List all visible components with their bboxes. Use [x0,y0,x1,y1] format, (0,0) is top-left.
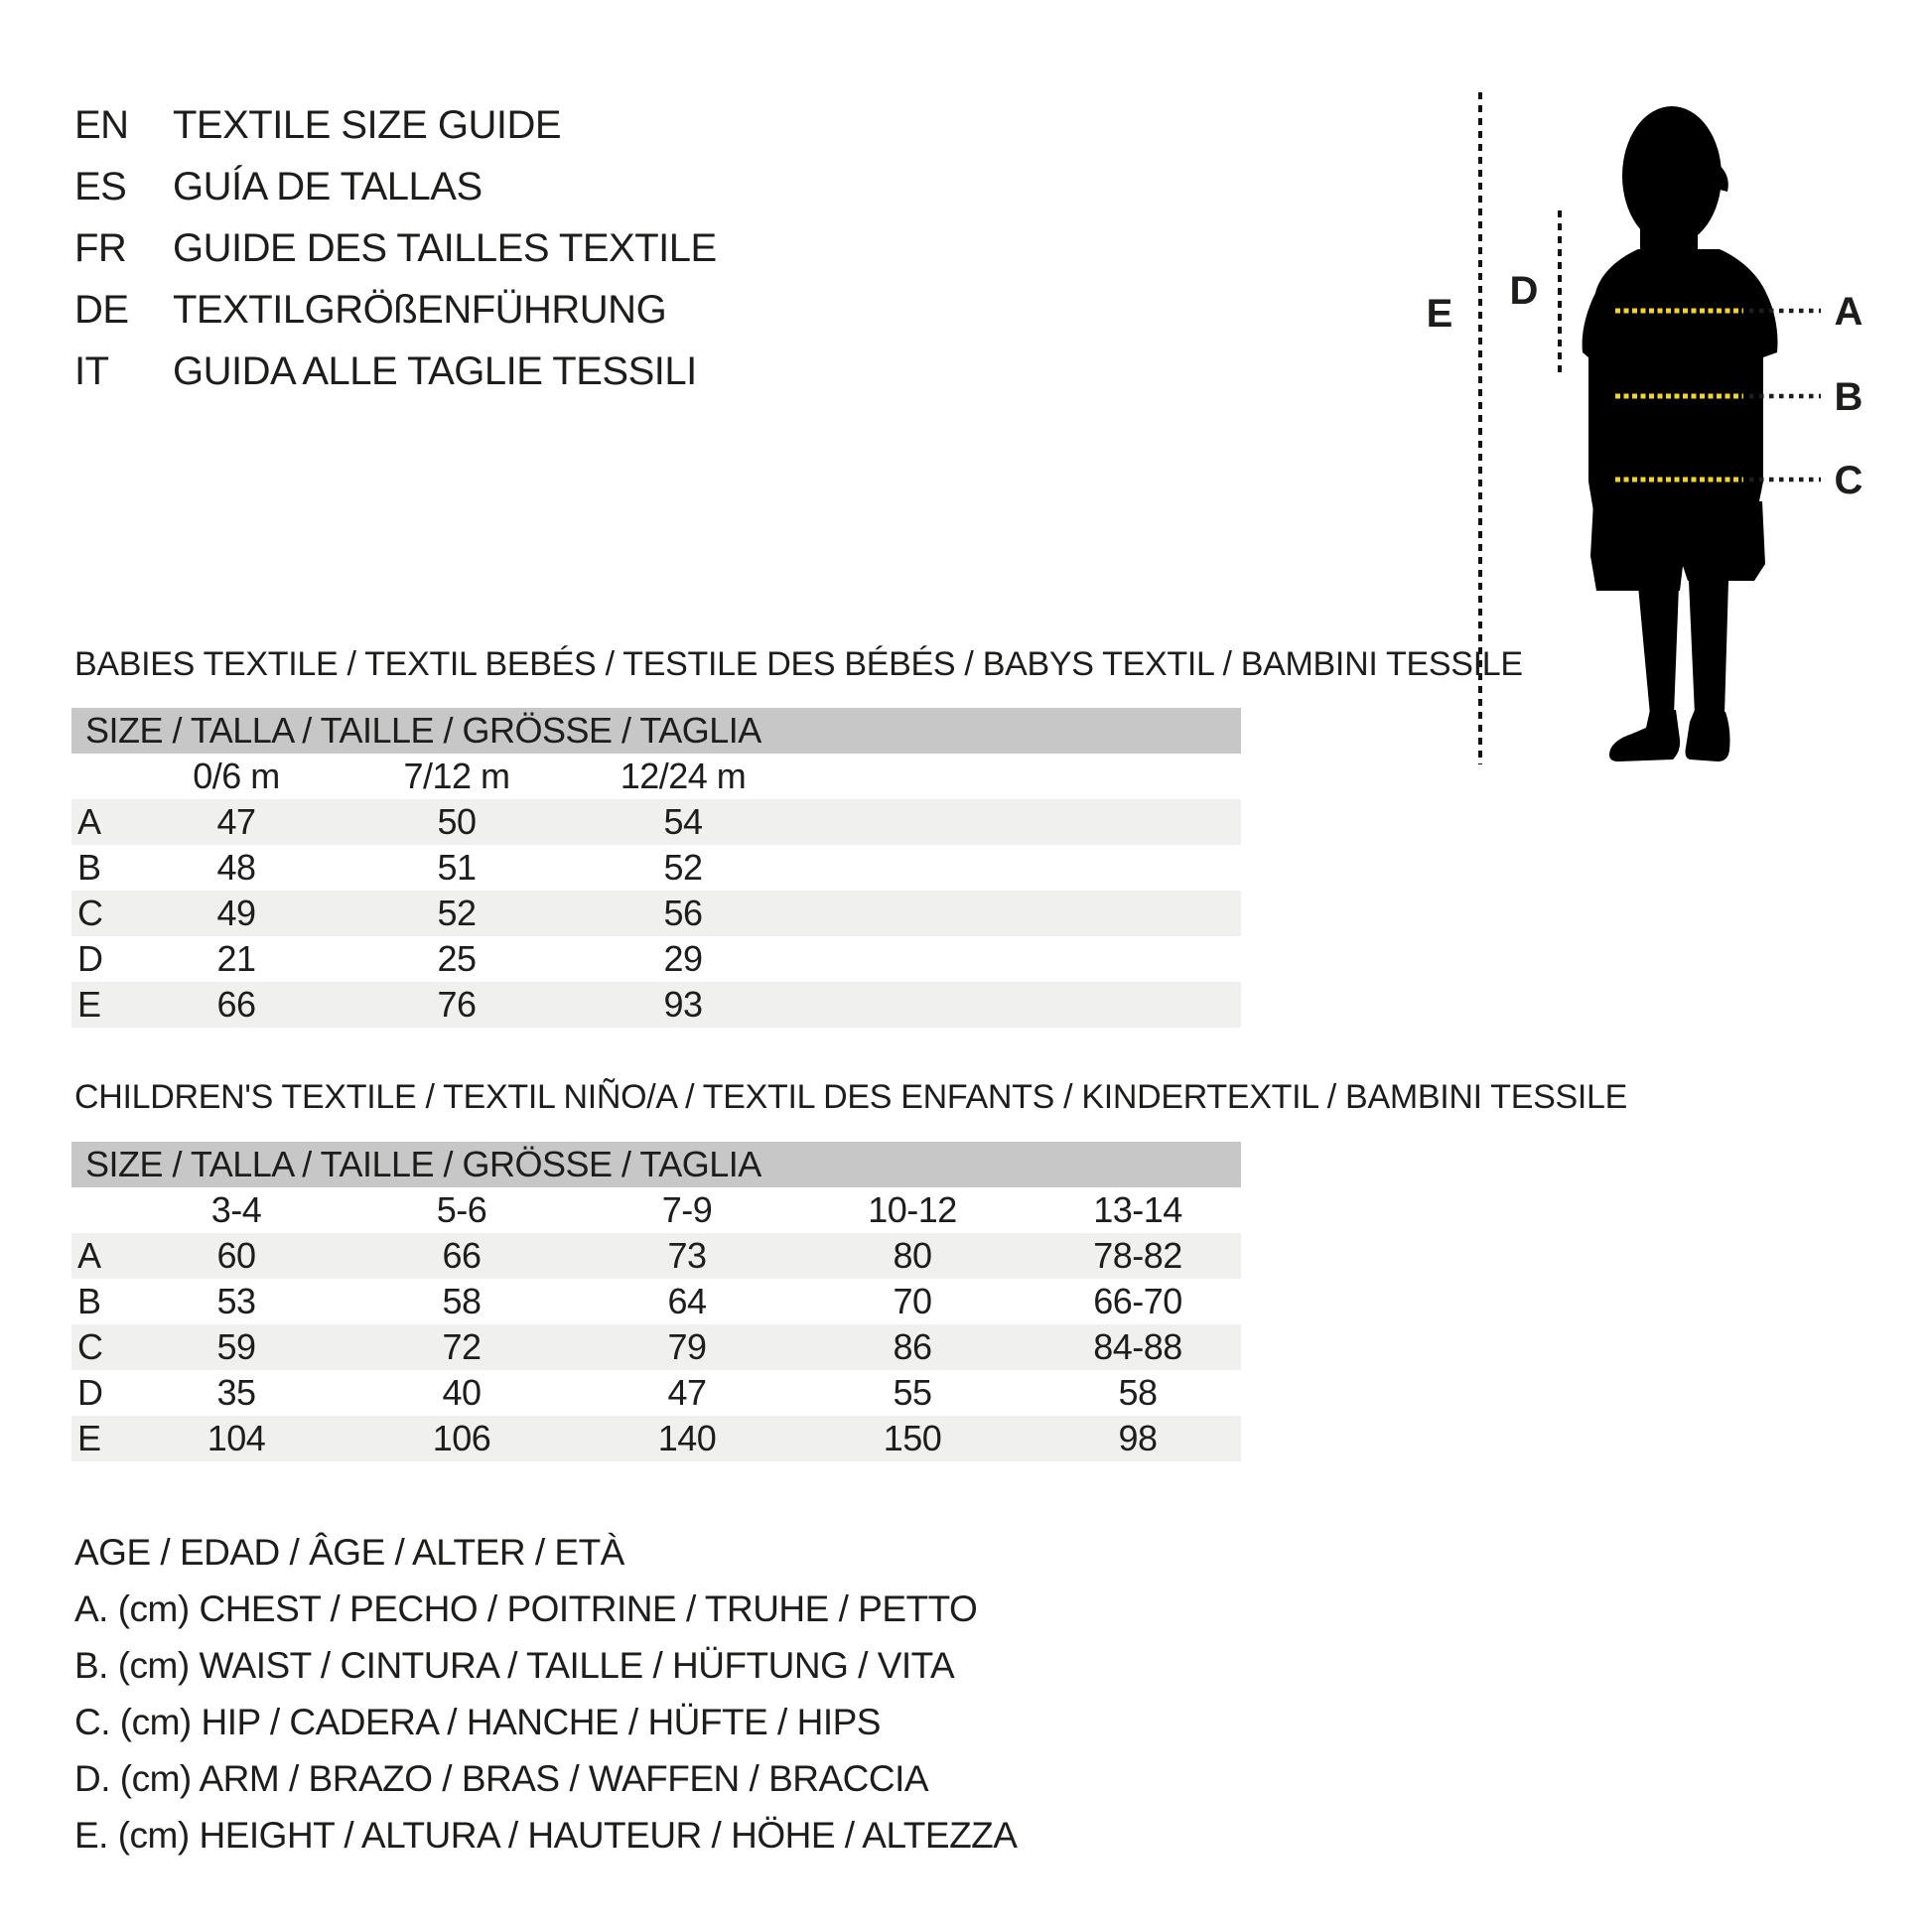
table-cell: 66 [442,1235,482,1276]
column-header: 0/6 m [193,756,280,796]
table-cell: 25 [437,938,477,979]
table-row [71,1416,1241,1461]
legend-height: E. (cm) HEIGHT / ALTURA / HAUTEUR / HÖHE / ALTEZZA [74,1815,1018,1856]
column-header-row [71,754,1241,799]
table-cell: 106 [432,1418,491,1458]
title-row-de [74,279,717,341]
table-row [71,891,1241,936]
children-size-table [71,1142,1241,1461]
table-row [71,1279,1241,1324]
row-label: B [77,847,101,888]
column-header-row [71,1187,1241,1233]
guide-title: GUIDA ALLE TAGLIE TESSILI [173,349,697,393]
size-header-bar: SIZE / TALLA / TAILLE / GRÖSSE / TAGLIA [71,1142,1241,1187]
measurement-legend [74,1524,1017,1863]
legend-waist: B. (cm) WAIST / CINTURA / TAILLE / HÜFTUNG / VITA [74,1645,955,1686]
table-cell: 47 [667,1372,707,1413]
child-silhouette [1583,106,1778,761]
table-cell: 150 [883,1418,942,1458]
table-row [71,799,1241,845]
title-row-es [74,156,717,217]
table-cell: 66-70 [1093,1281,1182,1321]
table-cell: 35 [216,1372,256,1413]
table-cell: 50 [437,801,477,842]
row-label: D [77,1372,103,1413]
table-cell: 58 [1118,1372,1158,1413]
table-cell: 80 [893,1235,932,1276]
legend-arm: D. (cm) ARM / BRAZO / BRAS / WAFFEN / BRACCIA [74,1758,929,1799]
language-code: IT [74,349,109,393]
table-cell: 48 [216,847,256,888]
table-cell: 73 [667,1235,707,1276]
table-cell: 59 [216,1326,256,1367]
column-header: 10-12 [868,1189,957,1230]
table-row [71,936,1241,982]
table-cell: 52 [437,893,477,933]
title-row-fr [74,217,717,279]
title-language-block [74,94,717,402]
table-cell: 64 [667,1281,707,1321]
figure-label-B: B [1834,375,1863,419]
table-row [71,845,1241,891]
babies-section-heading: BABIES TEXTILE / TEXTIL BEBÉS / TESTILE DES BÉBÉS / BABYS TEXTIL / BAMBINI TESSILE [74,645,1523,683]
figure-label-A: A [1834,290,1863,334]
guide-title: GUÍA DE TALLAS [173,165,483,208]
table-cell: 51 [437,847,477,888]
table-cell: 66 [216,984,256,1025]
guide-title: TEXTILGRÖßENFÜHRUNG [173,288,667,332]
table-row [71,982,1241,1028]
table-cell: 55 [893,1372,932,1413]
table-cell: 98 [1118,1418,1158,1458]
table-cell: 78-82 [1093,1235,1182,1276]
figure-label-C: C [1834,459,1863,502]
guide-title: TEXTILE SIZE GUIDE [173,103,562,147]
table-cell: 47 [216,801,256,842]
legend-age: AGE / EDAD / ÂGE / ALTER / ETÀ [74,1532,624,1573]
row-label: C [77,1326,103,1367]
title-row-en [74,94,717,156]
table-cell: 104 [207,1418,266,1458]
table-cell: 52 [663,847,703,888]
table-cell: 140 [657,1418,717,1458]
table-cell: 53 [216,1281,256,1321]
column-header: 7-9 [661,1189,713,1230]
table-cell: 86 [893,1326,932,1367]
table-cell: 21 [216,938,256,979]
row-label: C [77,893,103,933]
language-code: ES [74,165,127,208]
row-label: A [77,1235,101,1276]
language-code: FR [74,226,127,270]
table-cell: 93 [663,984,703,1025]
column-header: 3-4 [210,1189,262,1230]
row-label: E [77,984,101,1025]
table-cell: 76 [437,984,477,1025]
row-label: B [77,1281,101,1321]
table-cell: 49 [216,893,256,933]
language-code: EN [74,103,129,147]
table-cell: 79 [667,1326,707,1367]
table-cell: 56 [663,893,703,933]
column-header: 7/12 m [403,756,510,796]
table-cell: 70 [893,1281,932,1321]
table-cell: 54 [663,801,703,842]
table-cell: 72 [442,1326,482,1367]
table-cell: 29 [663,938,703,979]
row-label: E [77,1418,101,1458]
row-label: A [77,801,101,842]
table-cell: 84-88 [1093,1326,1182,1367]
legend-chest: A. (cm) CHEST / PECHO / POITRINE / TRUHE / PETTO [74,1588,978,1629]
table-row [71,1324,1241,1370]
size-header-bar: SIZE / TALLA / TAILLE / GRÖSSE / TAGLIA [71,708,1241,754]
language-code: DE [74,288,129,332]
table-row [71,1370,1241,1416]
table-row [71,1233,1241,1279]
table-cell: 60 [216,1235,256,1276]
legend-hip: C. (cm) HIP / CADERA / HANCHE / HÜFTE / HIPS [74,1702,881,1742]
title-row-it [74,341,717,402]
column-header: 12/24 m [620,756,747,796]
column-header: 13-14 [1093,1189,1182,1230]
table-cell: 40 [442,1372,482,1413]
babies-size-table [71,708,1241,1028]
column-header: 5-6 [436,1189,487,1230]
row-label: D [77,938,103,979]
figure-label-D: D [1509,269,1539,313]
table-cell: 58 [442,1281,482,1321]
figure-label-E: E [1426,292,1453,336]
children-section-heading: CHILDREN'S TEXTILE / TEXTIL NIÑO/A / TEXTIL DES ENFANTS / KINDERTEXTIL / BAMBINI TESSILE [74,1078,1628,1116]
guide-title: GUIDE DES TAILLES TEXTILE [173,226,717,270]
